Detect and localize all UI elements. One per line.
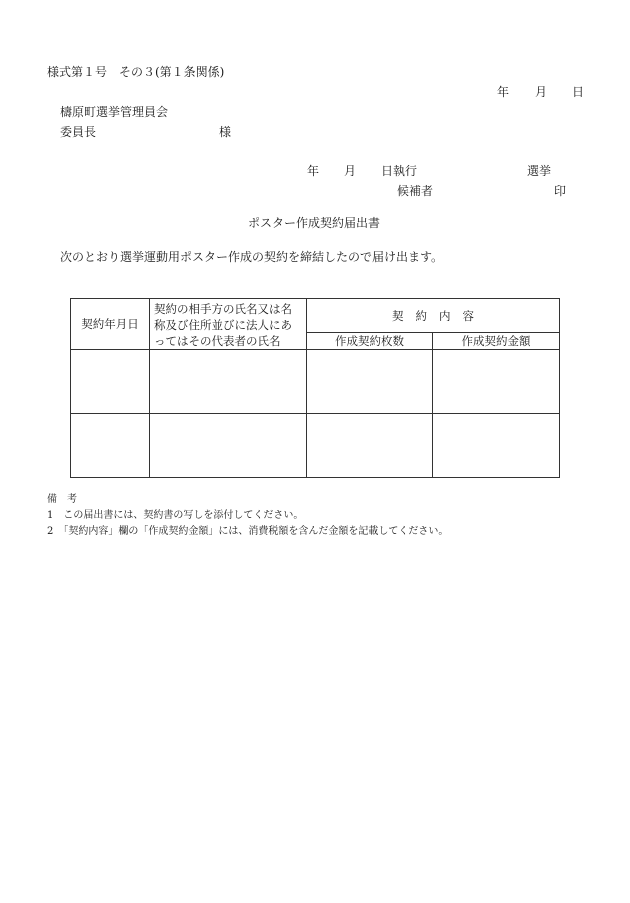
election-year: 年 bbox=[307, 164, 320, 178]
header-contract-count: 作成契約枚数 bbox=[307, 333, 433, 350]
cell-party[interactable] bbox=[150, 350, 307, 414]
header-contract-party: 契約の相手方の氏名又は名称及び住所並びに法人にあってはその代表者の氏名 bbox=[150, 299, 307, 350]
recipient-committee: 檮原町選挙管理員会 bbox=[60, 105, 169, 119]
table-row bbox=[71, 350, 560, 414]
recipient-honorific: 様 bbox=[219, 125, 232, 139]
recipient-chair: 委員長 bbox=[60, 125, 97, 139]
election-month: 月 bbox=[344, 164, 357, 178]
notes-heading: 備 考 bbox=[47, 494, 77, 505]
cell-party[interactable] bbox=[150, 414, 307, 478]
election-name: 選挙 bbox=[527, 164, 552, 178]
header-contract-date: 契約年月日 bbox=[71, 299, 150, 350]
document-title: ポスター作成契約届出書 bbox=[248, 216, 381, 230]
cell-date[interactable] bbox=[71, 350, 150, 414]
candidate-seal: 印 bbox=[554, 184, 567, 198]
note-item-1: 1 この届出書には、契約書の写しを添付してください。 bbox=[47, 510, 304, 521]
candidate-label: 候補者 bbox=[397, 184, 434, 198]
cell-date[interactable] bbox=[71, 414, 150, 478]
date-month: 月 bbox=[535, 85, 548, 99]
cell-amount[interactable] bbox=[433, 350, 560, 414]
cell-count[interactable] bbox=[307, 350, 433, 414]
date-day: 日 bbox=[572, 85, 585, 99]
header-contract-amount: 作成契約金額 bbox=[433, 333, 560, 350]
date-year: 年 bbox=[497, 85, 510, 99]
body-text: 次のとおり選挙運動用ポスター作成の契約を締結したので届け出ます。 bbox=[60, 250, 444, 264]
cell-amount[interactable] bbox=[433, 414, 560, 478]
form-number: 様式第１号 その３(第１条関係) bbox=[47, 65, 225, 79]
cell-count[interactable] bbox=[307, 414, 433, 478]
contract-table bbox=[70, 298, 560, 478]
note-item-2: 2 「契約内容」欄の「作成契約金額」には、消費税額を含んだ金額を記載してください。 bbox=[47, 526, 449, 537]
header-contract-content: 契約内容 bbox=[307, 299, 560, 333]
table-row bbox=[71, 414, 560, 478]
election-day-executed: 日執行 bbox=[381, 164, 418, 178]
